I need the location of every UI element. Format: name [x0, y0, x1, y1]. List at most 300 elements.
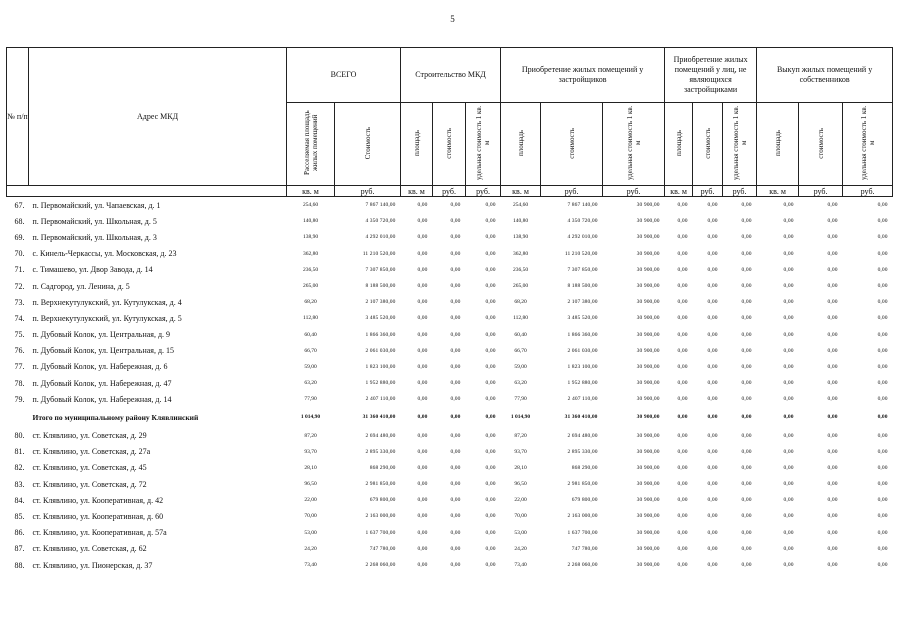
row-value: 0,00 [450, 562, 461, 569]
row-value: 28,10 [304, 464, 317, 471]
row-value: 0,00 [417, 464, 428, 471]
table-row [7, 444, 893, 460]
unit-sqm: кв. м [501, 186, 541, 197]
row-value: 68,20 [304, 299, 317, 306]
row-value: 0,00 [707, 218, 718, 225]
row-value: 30 900,00 [636, 497, 660, 504]
row-value: 73,40 [304, 562, 317, 569]
row-value: 0,00 [741, 331, 752, 338]
row-value: 0,00 [677, 529, 688, 536]
row-value: 0,00 [877, 562, 888, 569]
row-value: 265,00 [302, 283, 319, 290]
row-value: 0,00 [741, 414, 752, 421]
row-value: 30 900,00 [636, 380, 660, 387]
row-value: 68,20 [514, 299, 527, 306]
row-number: 85. [14, 511, 25, 521]
row-value: 0,00 [877, 448, 888, 455]
row-value: 0,00 [677, 299, 688, 306]
table-row [7, 508, 893, 524]
row-value: 0,00 [877, 380, 888, 387]
row-value: 138,90 [512, 234, 529, 241]
row-value: 30 900,00 [636, 202, 660, 209]
row-value: 2 163 000,00 [365, 513, 396, 520]
row-value: 4 292 010,00 [567, 234, 598, 241]
row-value: 2 268 060,00 [365, 562, 396, 569]
row-value: 0,00 [707, 513, 718, 520]
subcol-unit-cost: удельная стоимость 1 кв. м [723, 103, 757, 186]
row-value: 0,00 [485, 414, 496, 421]
table-row [7, 359, 893, 375]
total-row [7, 407, 893, 427]
row-value: 0,00 [827, 266, 838, 273]
subcol-unit-cost: удельная стоимость 1 кв. м [603, 103, 665, 186]
row-value: 1 014,90 [510, 414, 531, 421]
row-value: 0,00 [450, 545, 461, 552]
row-address: ст. Клявлино, ул. Советская, д. 62 [32, 544, 147, 554]
row-value: 0,00 [707, 315, 718, 322]
row-value: 0,00 [783, 414, 794, 421]
page-number: 5 [450, 14, 455, 24]
row-value: 22,00 [304, 497, 317, 504]
row-value: 0,00 [827, 380, 838, 387]
row-value: 0,00 [417, 363, 428, 370]
row-value: 0,00 [783, 283, 794, 290]
row-value: 0,00 [783, 347, 794, 354]
row-value: 0,00 [677, 331, 688, 338]
unit-rub: руб. [335, 186, 401, 197]
row-value: 0,00 [741, 529, 752, 536]
row-address: с. Кинель-Черкассы, ул. Московская, д. 23 [32, 249, 177, 259]
row-value: 0,00 [707, 234, 718, 241]
row-value: 0,00 [741, 448, 752, 455]
subcol-cost: стоимость [433, 103, 466, 186]
row-value: 8 188 500,00 [365, 283, 396, 290]
table-row [7, 492, 893, 508]
row-value: 30 900,00 [636, 481, 660, 488]
row-value: 0,00 [485, 218, 496, 225]
row-value: 0,00 [877, 529, 888, 536]
row-value: 0,00 [877, 266, 888, 273]
row-value: 0,00 [450, 464, 461, 471]
row-value: 2 407 110,00 [365, 396, 396, 403]
row-value: 140,80 [302, 218, 319, 225]
row-number: 70. [14, 249, 25, 259]
row-value: 2 694 480,00 [365, 432, 396, 439]
row-address: ст. Клявлино, ул. Кооперативная, д. 57а [32, 528, 167, 538]
table-row [7, 343, 893, 359]
row-value: 112,80 [303, 315, 318, 322]
row-address: п. Дубовый Колок, ул. Центральная, д. 9 [32, 330, 171, 340]
row-address: п. Садгород, ул. Ленина, д. 5 [32, 281, 130, 291]
row-value: 0,00 [677, 315, 688, 322]
row-value: 0,00 [877, 414, 888, 421]
row-value: 0,00 [485, 347, 496, 354]
row-address: п. Верхнекутулукский, ул. Кутулукская, д. 4 [32, 297, 182, 307]
row-value: 0,00 [741, 315, 752, 322]
row-address: п. Дубовый Колок, ул. Набережная, д. 14 [32, 394, 172, 404]
row-address: ст. Клявлино, ул. Советская, д. 27а [32, 447, 151, 457]
row-address: п. Дубовый Колок, ул. Набережная, д. 47 [32, 378, 172, 388]
row-value: 0,00 [707, 396, 718, 403]
row-value: 0,00 [783, 331, 794, 338]
row-address: с. Тимашево, ул. Двор Завода, д. 14 [32, 265, 153, 275]
row-value: 0,00 [485, 497, 496, 504]
row-value: 868 290,00 [571, 464, 598, 471]
row-value: 0,00 [783, 481, 794, 488]
row-value: 63,20 [514, 380, 527, 387]
row-value: 0,00 [783, 497, 794, 504]
unit-rub: руб. [603, 186, 665, 197]
row-value: 1 866 360,00 [365, 331, 396, 338]
subcol-area: площадь [401, 103, 433, 186]
row-value: 362,80 [302, 250, 319, 257]
row-value: 0,00 [485, 545, 496, 552]
row-value: 0,00 [485, 283, 496, 290]
row-value: 0,00 [485, 396, 496, 403]
row-value: 0,00 [450, 396, 461, 403]
row-value: 0,00 [450, 448, 461, 455]
row-number: 69. [14, 232, 25, 242]
row-value: 30 900,00 [636, 545, 660, 552]
table-body [7, 197, 893, 574]
row-address: п. Первомайский, ул. Школьная, д. 3 [32, 232, 157, 242]
unit-rub: руб. [723, 186, 757, 197]
row-value: 0,00 [485, 380, 496, 387]
row-value: 0,00 [485, 432, 496, 439]
group-construction: Строительство МКД [401, 48, 501, 103]
row-value: 2 981 850,00 [365, 481, 396, 488]
row-number: 79. [14, 394, 25, 404]
row-value: 70,00 [304, 513, 317, 520]
row-value: 0,00 [485, 299, 496, 306]
row-value: 77,90 [304, 396, 317, 403]
row-value: 30 900,00 [636, 234, 660, 241]
row-value: 0,00 [677, 545, 688, 552]
subcol-total-area: Расселяемая площадь жилых помещений [287, 103, 335, 186]
row-value: 11 210 520,00 [362, 250, 396, 257]
row-value: 0,00 [827, 234, 838, 241]
row-value: 96,50 [304, 481, 317, 488]
group-owner-buyout: Выкуп жилых помещений у собственников [757, 48, 893, 103]
subcol-area: площадь [501, 103, 541, 186]
row-value: 2 163 000,00 [567, 513, 598, 520]
row-value: 0,00 [827, 283, 838, 290]
row-value: 30 900,00 [636, 315, 660, 322]
row-value: 30 900,00 [636, 396, 660, 403]
row-value: 30 900,00 [636, 266, 660, 273]
row-value: 8 188 500,00 [567, 283, 598, 290]
row-value: 0,00 [485, 464, 496, 471]
total-label: Итого по муниципальному району Клявлинский [32, 412, 199, 422]
row-value: 0,00 [783, 513, 794, 520]
row-value: 30 900,00 [636, 529, 660, 536]
row-value: 96,50 [514, 481, 527, 488]
row-value: 0,00 [827, 250, 838, 257]
row-value: 0,00 [783, 448, 794, 455]
row-value: 30 900,00 [636, 331, 660, 338]
row-value: 0,00 [827, 562, 838, 569]
unit-rub: руб. [433, 186, 466, 197]
row-value: 31 360 410,00 [564, 414, 598, 421]
row-value: 0,00 [827, 448, 838, 455]
row-value: 0,00 [485, 234, 496, 241]
row-value: 0,00 [677, 414, 688, 421]
row-value: 0,00 [677, 234, 688, 241]
row-value: 30 900,00 [636, 562, 660, 569]
row-value: 0,00 [741, 396, 752, 403]
row-value: 0,00 [677, 218, 688, 225]
subcol-area: площадь [665, 103, 693, 186]
row-value: 0,00 [450, 218, 461, 225]
row-value: 1 637 700,00 [365, 529, 396, 536]
row-number: 74. [14, 313, 25, 323]
row-value: 1 823 100,00 [365, 363, 396, 370]
row-value: 0,00 [450, 202, 461, 209]
row-value: 0,00 [827, 497, 838, 504]
row-value: 0,00 [677, 363, 688, 370]
subcol-cost: стоимость [799, 103, 843, 186]
row-value: 747 780,00 [369, 545, 396, 552]
row-value: 0,00 [783, 396, 794, 403]
row-number: 80. [14, 431, 25, 441]
row-value: 0,00 [783, 545, 794, 552]
row-address: п. Первомайский, ул. Чапаевская, д. 1 [32, 200, 161, 210]
unit-sqm: кв. м [287, 186, 335, 197]
row-value: 1 823 100,00 [567, 363, 598, 370]
row-value: 2 107 380,00 [365, 299, 396, 306]
subcol-total-cost: Стоимость [335, 103, 401, 186]
row-value: 0,00 [783, 202, 794, 209]
row-number: 67. [14, 200, 25, 210]
table-row [7, 294, 893, 310]
row-value: 0,00 [827, 202, 838, 209]
group-nondeveloper-purchase: Приобретение жилых помещений у лиц, не являющихся застройщиками [665, 48, 757, 103]
row-value: 0,00 [877, 545, 888, 552]
table-row [7, 246, 893, 262]
row-value: 77,90 [514, 396, 527, 403]
row-value: 0,00 [827, 347, 838, 354]
row-value: 0,00 [783, 266, 794, 273]
row-value: 254,60 [512, 202, 529, 209]
table-row [7, 278, 893, 294]
row-number: 84. [14, 495, 25, 505]
row-address: п. Верхнекутулукский, ул. Кутулукская, д. 5 [32, 313, 182, 323]
row-value: 30 900,00 [636, 347, 660, 354]
group-developer-purchase: Приобретение жилых помещений у застройщиков [501, 48, 665, 103]
row-value: 0,00 [677, 448, 688, 455]
row-value: 0,00 [877, 347, 888, 354]
row-address: п. Дубовый Колок, ул. Центральная, д. 15 [32, 346, 175, 356]
row-number: 87. [14, 544, 25, 554]
row-value: 0,00 [677, 283, 688, 290]
row-value: 1 014,90 [300, 414, 321, 421]
row-number: 83. [14, 479, 25, 489]
row-value: 0,00 [877, 283, 888, 290]
row-value: 0,00 [741, 363, 752, 370]
table-row [7, 197, 893, 214]
row-value: 140,80 [512, 218, 529, 225]
row-value: 0,00 [707, 283, 718, 290]
row-value: 0,00 [707, 380, 718, 387]
row-value: 2 694 480,00 [567, 432, 598, 439]
row-value: 0,00 [677, 464, 688, 471]
table-row [7, 391, 893, 407]
row-value: 0,00 [707, 331, 718, 338]
row-value: 73,40 [514, 562, 527, 569]
row-value: 0,00 [485, 513, 496, 520]
row-value: 63,20 [304, 380, 317, 387]
row-address: ст. Клявлино, ул. Советская, д. 72 [32, 479, 147, 489]
row-value: 0,00 [877, 315, 888, 322]
row-value: 1 866 360,00 [567, 331, 598, 338]
row-value: 0,00 [485, 481, 496, 488]
row-value: 0,00 [707, 545, 718, 552]
row-value: 0,00 [707, 363, 718, 370]
row-value: 0,00 [417, 513, 428, 520]
row-value: 0,00 [450, 529, 461, 536]
row-value: 0,00 [741, 283, 752, 290]
row-value: 0,00 [707, 448, 718, 455]
row-value: 24,20 [514, 545, 527, 552]
row-value: 0,00 [877, 331, 888, 338]
row-value: 0,00 [741, 464, 752, 471]
relocation-table [6, 47, 893, 573]
table-header [7, 48, 893, 197]
row-number: 77. [14, 362, 25, 372]
row-value: 2 268 060,00 [567, 562, 598, 569]
row-value: 0,00 [450, 513, 461, 520]
row-value: 0,00 [417, 315, 428, 322]
row-value: 0,00 [677, 250, 688, 257]
subcol-unit-cost: удельная стоимость 1 кв. м [843, 103, 893, 186]
row-value: 70,00 [514, 513, 527, 520]
row-value: 0,00 [741, 562, 752, 569]
row-value: 0,00 [877, 202, 888, 209]
row-value: 93,70 [304, 448, 317, 455]
header-address: Адрес МКД [29, 48, 287, 186]
row-value: 0,00 [707, 266, 718, 273]
row-value: 1 637 700,00 [567, 529, 598, 536]
table-row [7, 541, 893, 557]
row-value: 2 895 330,00 [567, 448, 598, 455]
row-number: 88. [14, 560, 25, 570]
row-value: 0,00 [450, 380, 461, 387]
row-value: 28,10 [514, 464, 527, 471]
row-value: 679 800,00 [369, 497, 396, 504]
table-row [7, 427, 893, 443]
row-address: п. Первомайский, ул. Школьная, д. 5 [32, 216, 157, 226]
row-value: 7 307 850,00 [567, 266, 598, 273]
row-value: 3 485 520,00 [365, 315, 396, 322]
unit-sqm: кв. м [757, 186, 799, 197]
row-value: 0,00 [827, 481, 838, 488]
row-address: п. Дубовый Колок, ул. Набережная, д. 6 [32, 362, 168, 372]
row-address: ст. Клявлино, ул. Советская, д. 45 [32, 463, 147, 473]
row-value: 30 900,00 [636, 363, 660, 370]
row-value: 0,00 [741, 266, 752, 273]
row-value: 0,00 [450, 414, 461, 421]
row-value: 3 485 520,00 [567, 315, 598, 322]
row-value: 112,80 [513, 315, 528, 322]
row-value: 0,00 [877, 299, 888, 306]
row-value: 31 360 410,00 [362, 414, 396, 421]
subcol-cost: стоимость [693, 103, 723, 186]
row-value: 7 867 140,00 [567, 202, 598, 209]
table-row [7, 213, 893, 229]
row-value: 0,00 [827, 464, 838, 471]
row-value: 0,00 [450, 250, 461, 257]
row-value: 0,00 [485, 562, 496, 569]
row-value: 0,00 [783, 299, 794, 306]
row-value: 0,00 [417, 529, 428, 536]
unit-rub: руб. [843, 186, 893, 197]
table-row [7, 310, 893, 326]
table-row [7, 229, 893, 245]
row-value: 66,70 [304, 347, 317, 354]
row-value: 0,00 [417, 202, 428, 209]
table-row [7, 476, 893, 492]
unit-rub: руб. [799, 186, 843, 197]
table-row [7, 375, 893, 391]
row-value: 0,00 [450, 283, 461, 290]
row-value: 0,00 [707, 529, 718, 536]
row-value: 2 895 330,00 [365, 448, 396, 455]
row-value: 0,00 [417, 545, 428, 552]
row-value: 0,00 [677, 513, 688, 520]
row-value: 30 900,00 [636, 448, 660, 455]
row-value: 11 210 520,00 [564, 250, 598, 257]
row-value: 0,00 [417, 414, 428, 421]
row-value: 53,00 [514, 529, 527, 536]
row-number: 75. [14, 330, 25, 340]
unit-rub: руб. [693, 186, 723, 197]
row-value: 0,00 [707, 497, 718, 504]
row-value: 0,00 [450, 299, 461, 306]
row-value: 0,00 [707, 250, 718, 257]
row-value: 0,00 [417, 396, 428, 403]
row-value: 0,00 [417, 218, 428, 225]
row-value: 2 107 380,00 [567, 299, 598, 306]
row-value: 0,00 [485, 266, 496, 273]
row-value: 30 900,00 [636, 250, 660, 257]
row-value: 0,00 [450, 432, 461, 439]
row-value: 0,00 [741, 432, 752, 439]
row-value: 0,00 [741, 218, 752, 225]
row-value: 0,00 [741, 299, 752, 306]
row-value: 138,90 [302, 234, 319, 241]
row-number: 86. [14, 528, 25, 538]
row-value: 0,00 [417, 448, 428, 455]
row-value: 0,00 [485, 250, 496, 257]
row-value: 0,00 [741, 202, 752, 209]
row-value: 0,00 [783, 464, 794, 471]
row-value: 0,00 [783, 363, 794, 370]
row-value: 0,00 [450, 315, 461, 322]
row-address: ст. Клявлино, ул. Пионерская, д. 37 [32, 560, 153, 570]
row-value: 0,00 [677, 266, 688, 273]
row-value: 0,00 [783, 562, 794, 569]
row-value: 0,00 [827, 299, 838, 306]
row-value: 0,00 [827, 529, 838, 536]
row-value: 0,00 [677, 432, 688, 439]
row-value: 30 900,00 [636, 464, 660, 471]
row-value: 0,00 [677, 562, 688, 569]
row-value: 24,20 [304, 545, 317, 552]
row-value: 0,00 [417, 299, 428, 306]
row-value: 679 800,00 [571, 497, 598, 504]
row-value: 0,00 [417, 331, 428, 338]
row-value: 0,00 [485, 363, 496, 370]
